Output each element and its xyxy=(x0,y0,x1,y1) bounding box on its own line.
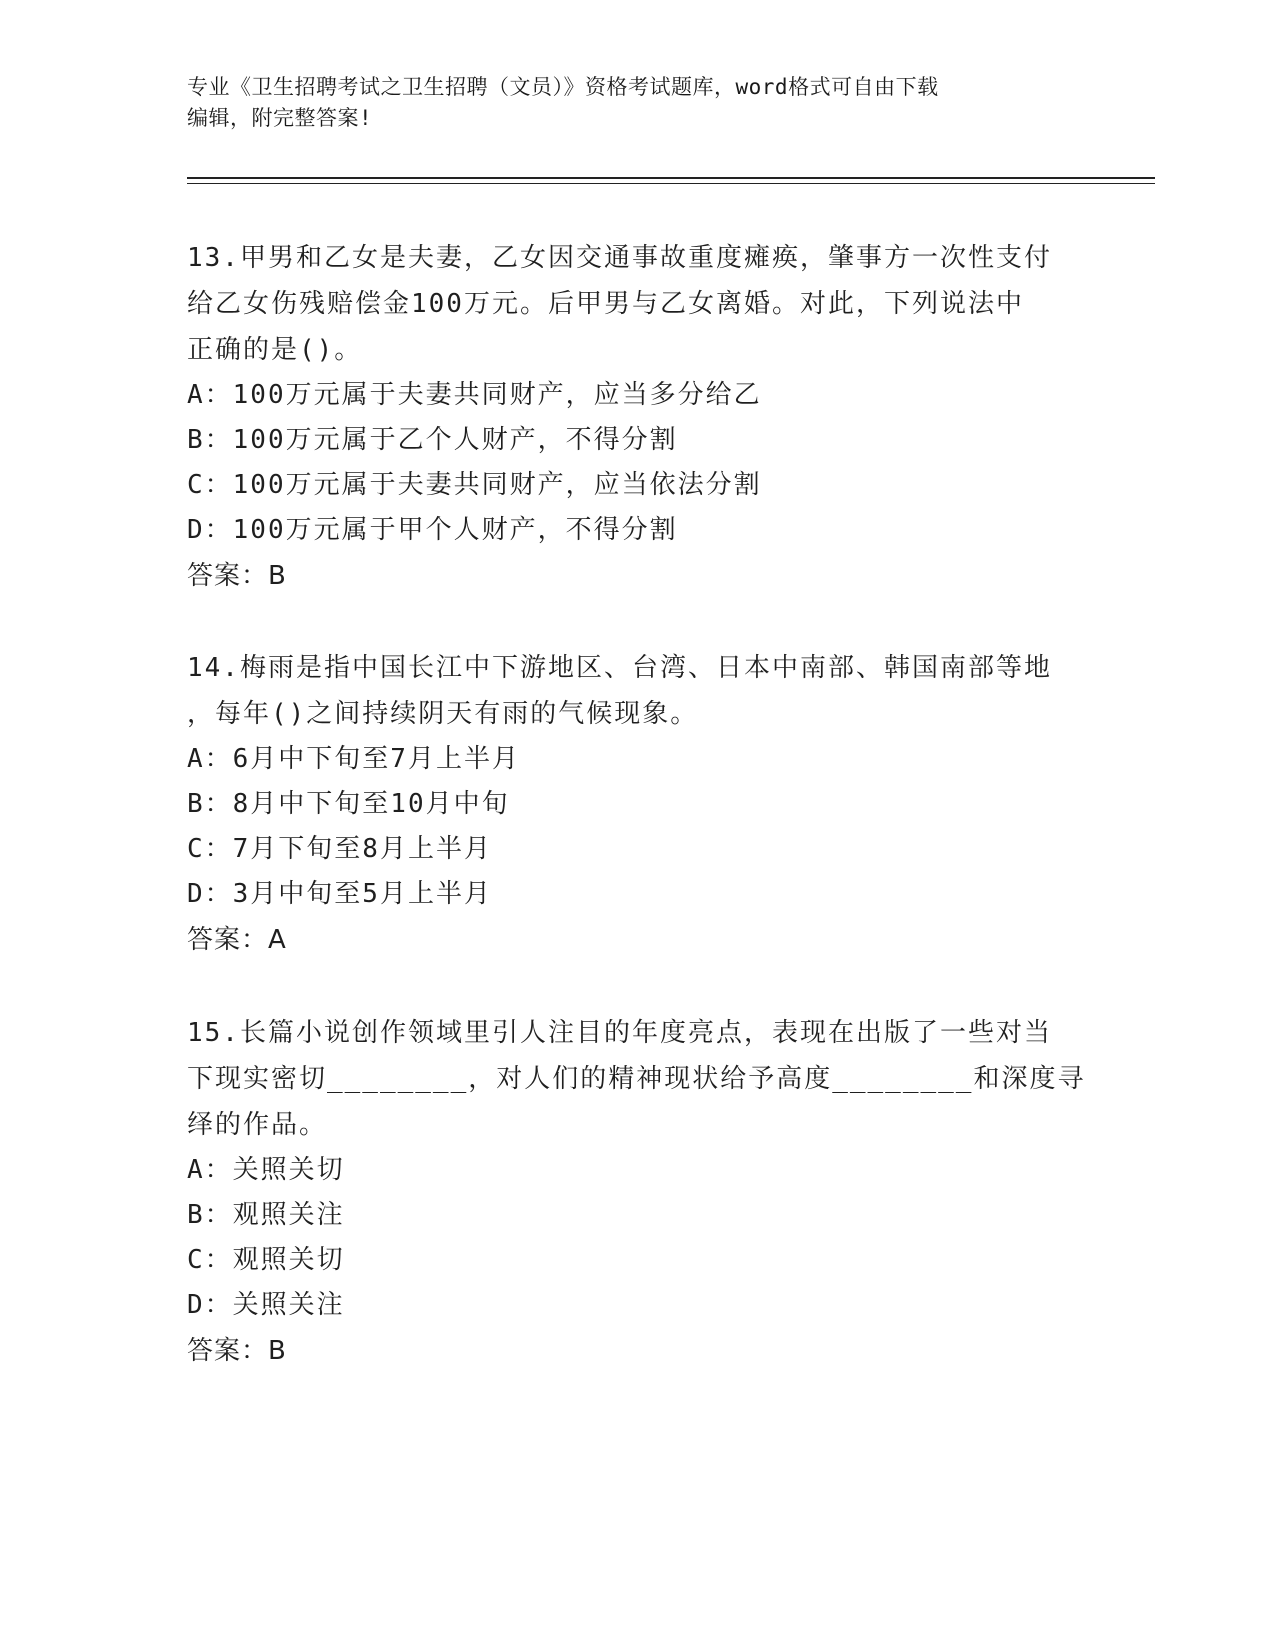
question-15 xyxy=(187,1010,1087,1374)
option-c: C：观照关切 xyxy=(187,1245,345,1275)
question-text-line: 下现实密切________，对人们的精神现状给予高度________和深度寻 xyxy=(187,1064,1086,1094)
question-text-line: 15.长篇小说创作领域里引人注目的年度亮点，表现在出版了一些对当 xyxy=(187,1018,1052,1048)
question-13 xyxy=(187,235,1087,599)
header-line-1: 专业《卫生招聘考试之卫生招聘（文员）》资格考试题库，word格式可自由下载 xyxy=(187,75,939,99)
answer-label: 答案：A xyxy=(187,925,287,955)
header-line-2: 编辑，附完整答案! xyxy=(187,106,373,130)
question-text-line: 绎的作品。 xyxy=(187,1110,328,1140)
answer-label: 答案：B xyxy=(187,1336,287,1366)
option-b: B：100万元属于乙个人财产，不得分割 xyxy=(187,425,678,455)
question-text-line: 给乙女伤残赔偿金100万元。后甲男与乙女离婚。对此，下列说法中 xyxy=(187,289,1024,319)
option-d: D：100万元属于甲个人财产，不得分割 xyxy=(187,515,678,545)
option-c: C：100万元属于夫妻共同财产，应当依法分割 xyxy=(187,470,762,500)
option-b: B：8月中下旬至10月中旬 xyxy=(187,789,510,819)
option-d: D：3月中旬至5月上半月 xyxy=(187,879,492,909)
question-text-line: 14.梅雨是指中国长江中下游地区、台湾、日本中南部、韩国南部等地 xyxy=(187,653,1052,683)
option-d: D：关照关注 xyxy=(187,1290,345,1320)
option-b: B：观照关注 xyxy=(187,1200,345,1230)
question-text-line: 13.甲男和乙女是夫妻，乙女因交通事故重度瘫痪，肇事方一次性支付 xyxy=(187,243,1052,273)
document-header xyxy=(187,72,1087,134)
option-a: A：关照关切 xyxy=(187,1155,345,1185)
question-text-line: 正确的是()。 xyxy=(187,335,363,365)
header-divider-thin xyxy=(187,183,1155,184)
option-a: A：6月中下旬至7月上半月 xyxy=(187,744,520,774)
header-divider-thick xyxy=(187,177,1155,179)
question-14 xyxy=(187,645,1087,963)
answer-label: 答案：B xyxy=(187,561,287,591)
option-a: A：100万元属于夫妻共同财产，应当多分给乙 xyxy=(187,380,762,410)
question-text-line: ，每年()之间持续阴天有雨的气候现象。 xyxy=(187,699,699,729)
option-c: C：7月下旬至8月上半月 xyxy=(187,834,492,864)
